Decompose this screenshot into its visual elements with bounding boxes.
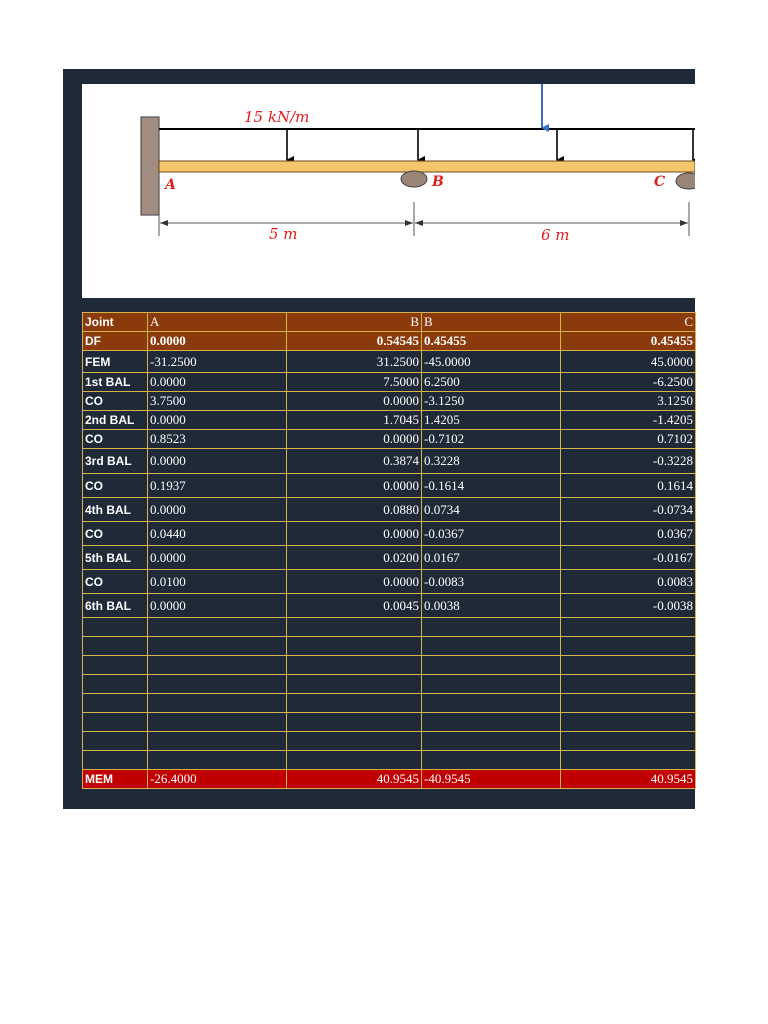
table-cell[interactable]: 0.0083: [561, 570, 696, 594]
table-cell[interactable]: -0.0367: [422, 522, 561, 546]
table-cell[interactable]: 0.0734: [422, 498, 561, 522]
table-cell[interactable]: -0.0038: [561, 594, 696, 618]
empty-cell[interactable]: [561, 732, 696, 751]
empty-cell[interactable]: [148, 675, 287, 694]
header-row: [83, 313, 696, 332]
table-cell[interactable]: -0.0167: [561, 546, 696, 570]
empty-cell[interactable]: [561, 656, 696, 675]
empty-cell[interactable]: [422, 675, 561, 694]
table-cell[interactable]: -3.1250: [422, 392, 561, 411]
table-row: [83, 498, 696, 522]
row-label[interactable]: CO: [83, 570, 148, 594]
table-cell[interactable]: 0.1937: [148, 474, 287, 498]
empty-row: [83, 732, 696, 751]
empty-cell[interactable]: [83, 713, 148, 732]
empty-cell[interactable]: [561, 637, 696, 656]
table-row: [83, 351, 696, 373]
support-label-a: A: [165, 177, 176, 193]
empty-row: [83, 751, 696, 770]
table-cell[interactable]: 0.0045: [287, 594, 422, 618]
empty-cell[interactable]: [422, 732, 561, 751]
empty-cell[interactable]: [422, 713, 561, 732]
table-cell[interactable]: 40.9545: [561, 770, 696, 789]
table-cell[interactable]: -45.0000: [422, 351, 561, 373]
table-cell[interactable]: 0.3228: [422, 449, 561, 474]
empty-cell[interactable]: [287, 618, 422, 637]
header-cell-joint[interactable]: Joint: [83, 313, 148, 332]
table-cell[interactable]: 0.0000: [148, 411, 287, 430]
table-cell[interactable]: -31.2500: [148, 351, 287, 373]
table-cell[interactable]: -26.4000: [148, 770, 287, 789]
table-cell[interactable]: 3.7500: [148, 392, 287, 411]
header-cell[interactable]: B: [422, 313, 561, 332]
span-label-ab: 5 m: [269, 225, 298, 243]
table-cell[interactable]: -40.9545: [422, 770, 561, 789]
table-cell[interactable]: 0.0000: [287, 392, 422, 411]
empty-cell[interactable]: [561, 675, 696, 694]
empty-row: [83, 675, 696, 694]
moment-distribution-table: [82, 312, 696, 789]
table-cell[interactable]: -0.3228: [561, 449, 696, 474]
empty-row: [83, 618, 696, 637]
table-cell[interactable]: 0.3874: [287, 449, 422, 474]
table-cell[interactable]: 6.2500: [422, 373, 561, 392]
empty-cell[interactable]: [148, 637, 287, 656]
table-cell[interactable]: 1.7045: [287, 411, 422, 430]
table-cell[interactable]: 0.0167: [422, 546, 561, 570]
empty-row: [83, 656, 696, 675]
table-cell[interactable]: 0.0000: [148, 449, 287, 474]
table-cell[interactable]: 1.4205: [422, 411, 561, 430]
fixed-support-a: [141, 117, 159, 215]
empty-cell[interactable]: [83, 732, 148, 751]
row-label[interactable]: CO: [83, 474, 148, 498]
support-label-b: B: [432, 174, 444, 190]
empty-cell[interactable]: [561, 618, 696, 637]
table-cell[interactable]: -0.1614: [422, 474, 561, 498]
empty-cell[interactable]: [83, 751, 148, 770]
load-label: 15 kN/m: [244, 108, 310, 126]
empty-row: [83, 713, 696, 732]
table-cell[interactable]: 0.45455: [422, 332, 561, 351]
empty-cell[interactable]: [422, 656, 561, 675]
table-cell[interactable]: 0.0000: [148, 332, 287, 351]
empty-cell[interactable]: [287, 732, 422, 751]
empty-cell[interactable]: [148, 713, 287, 732]
table-cell[interactable]: 0.0000: [287, 430, 422, 449]
table-cell[interactable]: 0.0000: [148, 594, 287, 618]
row-label[interactable]: FEM: [83, 351, 148, 373]
table-cell[interactable]: 0.0100: [148, 570, 287, 594]
support-label-c: C: [654, 174, 666, 190]
empty-cell[interactable]: [83, 675, 148, 694]
empty-cell[interactable]: [287, 656, 422, 675]
empty-cell[interactable]: [148, 751, 287, 770]
span-label-bc: 6 m: [541, 226, 570, 244]
table-cell[interactable]: 0.0000: [148, 373, 287, 392]
empty-cell[interactable]: [148, 694, 287, 713]
table-cell[interactable]: 0.0440: [148, 522, 287, 546]
table-cell[interactable]: 0.0880: [287, 498, 422, 522]
beam-diagram-svg: [82, 84, 695, 298]
table-cell[interactable]: 45.0000: [561, 351, 696, 373]
row-label[interactable]: 6th BAL: [83, 594, 148, 618]
row-label[interactable]: 3rd BAL: [83, 449, 148, 474]
empty-row: [83, 694, 696, 713]
row-label[interactable]: 4th BAL: [83, 498, 148, 522]
table-cell[interactable]: -0.0083: [422, 570, 561, 594]
empty-cell[interactable]: [561, 713, 696, 732]
table-cell[interactable]: 0.0000: [287, 474, 422, 498]
table-row: [83, 474, 696, 498]
row-label[interactable]: CO: [83, 522, 148, 546]
row-label[interactable]: CO: [83, 430, 148, 449]
table-row: [83, 546, 696, 570]
row-label[interactable]: 2nd BAL: [83, 411, 148, 430]
empty-cell[interactable]: [83, 618, 148, 637]
table-cell[interactable]: -1.4205: [561, 411, 696, 430]
empty-row: [83, 637, 696, 656]
row-label[interactable]: 5th BAL: [83, 546, 148, 570]
table-cell[interactable]: 0.8523: [148, 430, 287, 449]
empty-cell[interactable]: [148, 656, 287, 675]
table-cell[interactable]: 0.54545: [287, 332, 422, 351]
table-cell[interactable]: 0.0000: [287, 522, 422, 546]
empty-cell[interactable]: [422, 618, 561, 637]
table-cell[interactable]: 0.0000: [287, 570, 422, 594]
table-cell[interactable]: 0.0038: [422, 594, 561, 618]
table-row: [83, 392, 696, 411]
table-cell[interactable]: 0.0200: [287, 546, 422, 570]
table-cell[interactable]: 7.5000: [287, 373, 422, 392]
empty-cell[interactable]: [287, 713, 422, 732]
table-cell[interactable]: -0.7102: [422, 430, 561, 449]
empty-cell[interactable]: [148, 618, 287, 637]
table-row: [83, 522, 696, 546]
table-cell[interactable]: 0.0000: [148, 546, 287, 570]
table-row: [83, 411, 696, 430]
empty-cell[interactable]: [148, 732, 287, 751]
empty-cell[interactable]: [422, 751, 561, 770]
header-cell[interactable]: C: [561, 313, 696, 332]
table-row: [83, 373, 696, 392]
df-row: [83, 332, 696, 351]
table-cell[interactable]: 31.2500: [287, 351, 422, 373]
roller-support-c: [676, 173, 695, 189]
empty-cell[interactable]: [287, 694, 422, 713]
empty-cell[interactable]: [83, 694, 148, 713]
row-label[interactable]: MEM: [83, 770, 148, 789]
empty-cell[interactable]: [561, 751, 696, 770]
header-cell[interactable]: B: [287, 313, 422, 332]
table-cell[interactable]: -0.0734: [561, 498, 696, 522]
table-cell[interactable]: 0.0367: [561, 522, 696, 546]
row-label[interactable]: DF: [83, 332, 148, 351]
empty-cell[interactable]: [287, 637, 422, 656]
empty-cell[interactable]: [287, 675, 422, 694]
row-label[interactable]: CO: [83, 392, 148, 411]
mem-row: [83, 770, 696, 789]
table-cell[interactable]: 0.1614: [561, 474, 696, 498]
table-cell[interactable]: 0.45455: [561, 332, 696, 351]
table-row: [83, 570, 696, 594]
empty-cell[interactable]: [561, 694, 696, 713]
table-row: [83, 449, 696, 474]
empty-cell[interactable]: [83, 637, 148, 656]
beam-diagram: [82, 84, 695, 298]
table-cell[interactable]: 40.9545: [287, 770, 422, 789]
empty-cell[interactable]: [422, 694, 561, 713]
empty-cell[interactable]: [83, 656, 148, 675]
table-cell[interactable]: 3.1250: [561, 392, 696, 411]
table-cell[interactable]: 0.0000: [148, 498, 287, 522]
row-label[interactable]: 1st BAL: [83, 373, 148, 392]
table-row: [83, 594, 696, 618]
roller-support-b: [401, 171, 427, 187]
empty-cell[interactable]: [287, 751, 422, 770]
table-cell[interactable]: 0.7102: [561, 430, 696, 449]
beam: [159, 161, 695, 172]
empty-cell[interactable]: [422, 637, 561, 656]
header-cell[interactable]: A: [148, 313, 287, 332]
table-cell[interactable]: -6.2500: [561, 373, 696, 392]
table-row: [83, 430, 696, 449]
